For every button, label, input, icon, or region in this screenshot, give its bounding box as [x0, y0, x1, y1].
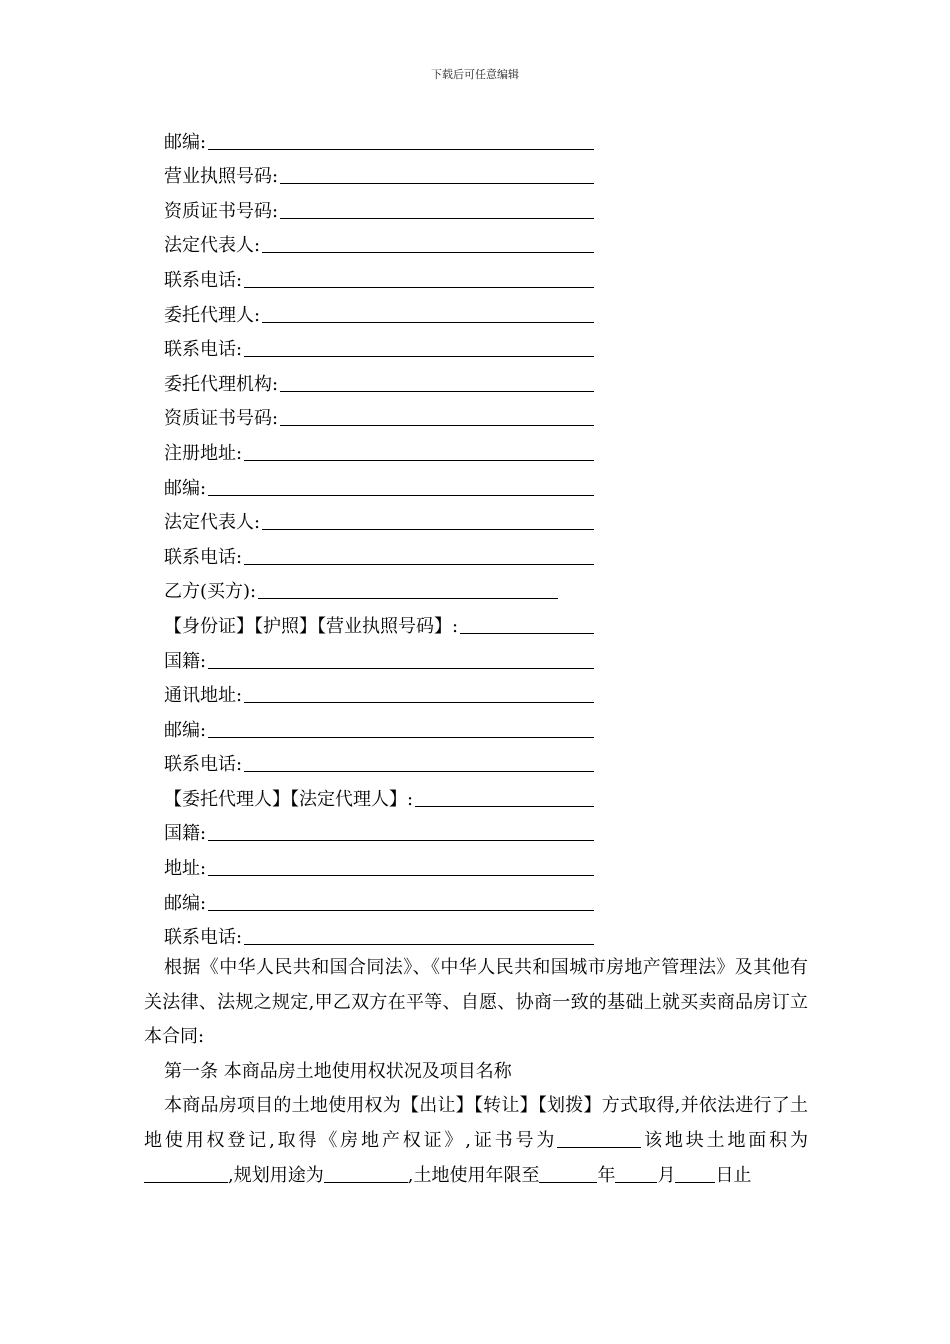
field-label: 乙方(买方): [164, 581, 257, 603]
form-field [164, 536, 594, 571]
fill-in-line [208, 668, 594, 669]
land-use-paragraph [144, 1089, 808, 1193]
field-label: 联系电话: [164, 546, 243, 568]
field-label: 【委托代理人】【法定代理人】: [164, 788, 414, 810]
form-field [164, 398, 594, 433]
day-blank [675, 1162, 715, 1183]
month-blank [615, 1162, 657, 1183]
year-label: 年 [597, 1164, 616, 1186]
day-label: 日止 [715, 1164, 752, 1186]
party-info-fields [164, 121, 594, 951]
field-label: 国籍: [164, 823, 207, 845]
fill-in-line [208, 495, 594, 496]
field-label: 邮编: [164, 892, 207, 914]
form-field [164, 432, 594, 467]
field-label: 资质证书号码: [164, 408, 279, 430]
contract-body [144, 951, 808, 1193]
article-1-title: 第一条 本商品房土地使用权状况及项目名称 [164, 1060, 512, 1082]
form-field [164, 709, 594, 744]
form-field [164, 744, 594, 779]
field-label: 通讯地址: [164, 685, 243, 707]
form-field [164, 847, 594, 882]
year-blank [539, 1162, 597, 1183]
form-field [164, 329, 594, 364]
fill-in-line [244, 460, 594, 461]
fill-in-line [208, 737, 594, 738]
field-label: 法定代表人: [164, 512, 261, 534]
field-label: 联系电话: [164, 339, 243, 361]
form-field [164, 605, 594, 640]
field-label: 法定代表人: [164, 235, 261, 257]
fill-in-line [280, 425, 594, 426]
fill-in-line [208, 875, 594, 876]
fill-in-line [244, 356, 594, 357]
fill-in-line [280, 391, 594, 392]
form-field [164, 363, 594, 398]
field-label: 【身份证】【护照】【营业执照号码】: [164, 615, 459, 637]
form-field [164, 917, 594, 952]
certificate-number-blank [557, 1127, 641, 1148]
form-field [164, 156, 594, 191]
field-label: 联系电话: [164, 927, 243, 949]
fill-in-line [208, 149, 594, 150]
form-field [164, 571, 594, 606]
fill-in-line [208, 840, 594, 841]
land-area-blank [144, 1162, 228, 1183]
form-field [164, 502, 594, 537]
field-label: 委托代理人: [164, 304, 261, 326]
form-field [164, 225, 594, 260]
fill-in-line [280, 218, 594, 219]
fill-in-line [258, 598, 558, 599]
planned-use-blank [324, 1162, 408, 1183]
field-label: 资质证书号码: [164, 200, 279, 222]
form-field [164, 259, 594, 294]
fill-in-line [244, 771, 594, 772]
field-label: 营业执照号码: [164, 166, 279, 188]
field-label: 注册地址: [164, 442, 243, 464]
field-label: 联系电话: [164, 269, 243, 291]
fill-in-line [244, 564, 594, 565]
land-use-text-4: ,土地使用年限至 [407, 1164, 540, 1186]
page-header: 下载后可任意编辑 [431, 68, 519, 81]
fill-in-line [244, 702, 594, 703]
field-label: 地址: [164, 858, 207, 880]
form-field [164, 294, 594, 329]
form-field [164, 778, 594, 813]
fill-in-line [262, 322, 594, 323]
form-field [164, 813, 594, 848]
form-field [164, 121, 594, 156]
fill-in-line [208, 910, 594, 911]
fill-in-line [262, 529, 594, 530]
fill-in-line [460, 633, 594, 634]
land-use-text-1: 本商品房项目的土地使用权为【出让】【转让】【划拨】方式取得,并依法进行了土地使用权登记,取得《房地产权证》,证书号为 [144, 1095, 808, 1151]
land-use-text-3: ,规划用途为 [228, 1164, 324, 1186]
fill-in-line [280, 183, 594, 184]
field-label: 国籍: [164, 650, 207, 672]
field-label: 邮编: [164, 131, 207, 153]
form-field [164, 467, 594, 502]
form-field [164, 190, 594, 225]
month-label: 月 [657, 1164, 676, 1186]
form-field [164, 675, 594, 710]
field-label: 邮编: [164, 477, 207, 499]
form-field [164, 640, 594, 675]
form-field [164, 882, 594, 917]
field-label: 委托代理机构: [164, 373, 279, 395]
fill-in-line [244, 287, 594, 288]
field-label: 联系电话: [164, 754, 243, 776]
fill-in-line [262, 252, 594, 253]
field-label: 邮编: [164, 719, 207, 741]
land-use-text-2: 该地块土地面积为 [641, 1129, 808, 1151]
intro-paragraph: 根据《中华人民共和国合同法》、《中华人民共和国城市房地产管理法》及其他有关法律、法规之规定,甲乙双方在平等、自愿、协商一致的基础上就买卖商品房订立本合同: [144, 957, 808, 1048]
fill-in-line [415, 806, 594, 807]
fill-in-line [244, 944, 594, 945]
